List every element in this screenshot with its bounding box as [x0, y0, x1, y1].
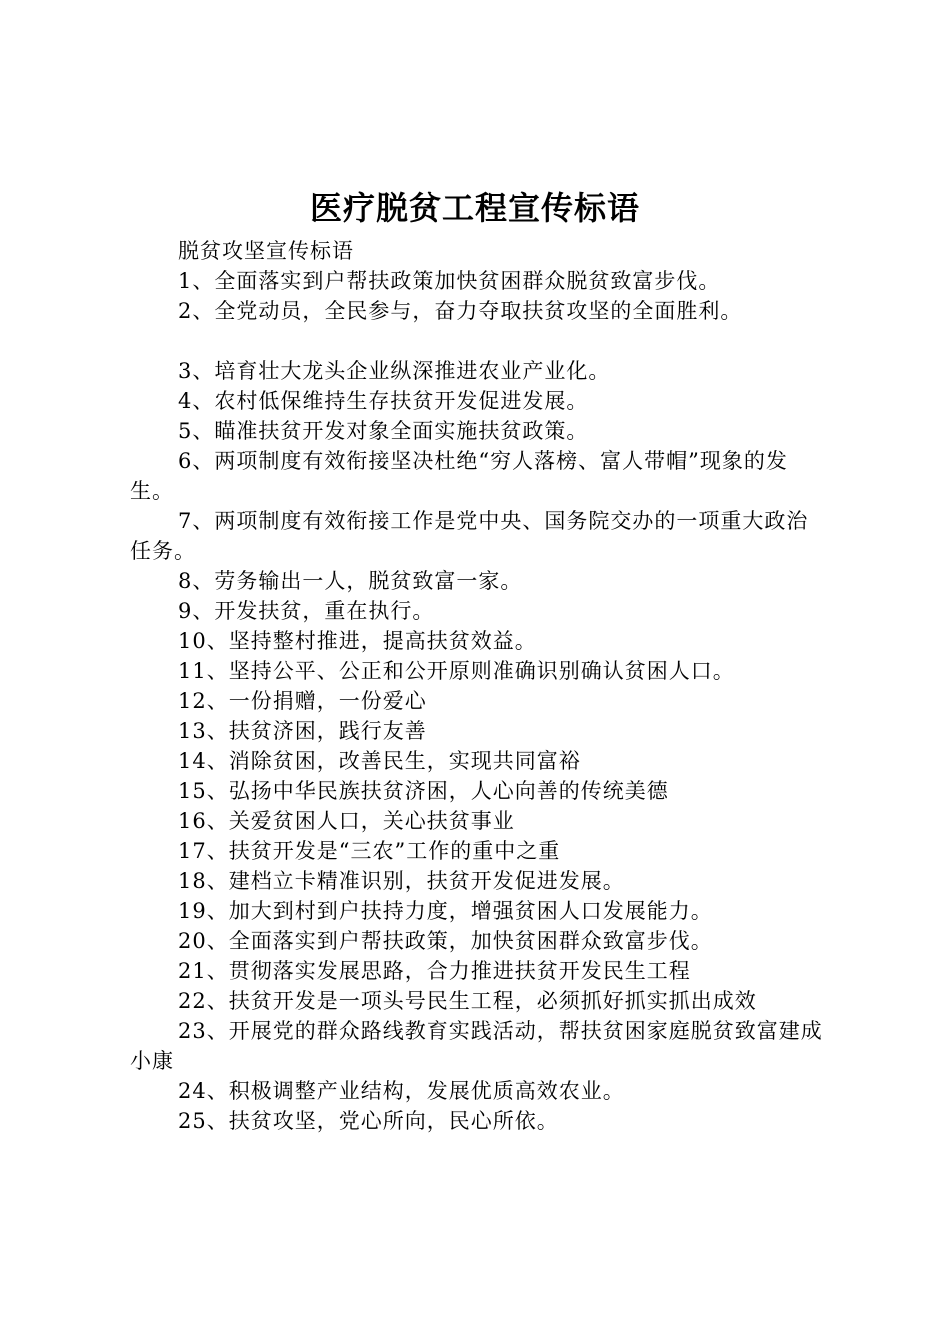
slogan-item: 12、一份捐赠，一份爱心 [178, 689, 427, 713]
slogan-item: 19、加大到村到户扶持力度，增强贫困人口发展能力。 [178, 899, 713, 923]
slogan-item: 14、消除贫困，改善民生，实现共同富裕 [178, 749, 581, 773]
slogan-item: 9、开发扶贫，重在执行。 [178, 599, 435, 623]
slogan-item: 16、关爱贫困人口，关心扶贫事业 [178, 809, 515, 833]
slogan-item: 22、扶贫开发是一项头号民生工程，必须抓好抓实抓出成效 [178, 989, 757, 1013]
slogan-item: 17、扶贫开发是“三农”工作的重中之重 [178, 839, 561, 863]
slogan-item: 8、劳务输出一人，脱贫致富一家。 [178, 569, 523, 593]
document-title: 医疗脱贫工程宣传标语 [309, 189, 640, 227]
slogan-item: 10、坚持整村推进，提高扶贫效益。 [178, 629, 537, 653]
slogan-item: 13、扶贫济困，践行友善 [178, 719, 427, 743]
slogan-item: 1、全面落实到户帮扶政策加快贫困群众脱贫致富步伐。 [178, 269, 721, 293]
paragraph-gap [130, 326, 830, 356]
document-body [130, 236, 830, 1136]
slogan-item: 11、坚持公平、公正和公开原则准确识别确认贫困人口。 [178, 659, 735, 683]
slogan-item: 6、两项制度有效衔接坚决杜绝“穷人落榜、富人带帽”现象的发生。 [130, 449, 788, 503]
slogan-item: 18、建档立卡精准识别，扶贫开发促进发展。 [178, 869, 625, 893]
slogan-item: 24、积极调整产业结构，发展优质高效农业。 [178, 1079, 625, 1103]
slogan-item: 2、全党动员，全民参与，奋力夺取扶贫攻坚的全面胜利。 [178, 299, 743, 323]
slogan-item: 21、贯彻落实发展思路，合力推进扶贫开发民生工程 [178, 959, 691, 983]
slogan-item: 20、全面落实到户帮扶政策，加快贫困群众致富步伐。 [178, 929, 713, 953]
document-subtitle: 脱贫攻坚宣传标语 [178, 239, 354, 263]
slogan-item: 5、瞄准扶贫开发对象全面实施扶贫政策。 [178, 419, 589, 443]
slogan-item: 25、扶贫攻坚，党心所向，民心所依。 [178, 1109, 559, 1133]
slogan-item: 7、两项制度有效衔接工作是党中央、国务院交办的一项重大政治任务。 [130, 509, 809, 563]
slogan-item: 23、开展党的群众路线教育实践活动，帮扶贫困家庭脱贫致富建成小康 [130, 1019, 823, 1073]
slogan-item: 15、弘扬中华民族扶贫济困，人心向善的传统美德 [178, 779, 669, 803]
slogan-item: 4、农村低保维持生存扶贫开发促进发展。 [178, 389, 589, 413]
slogan-item: 3、培育壮大龙头企业纵深推进农业产业化。 [178, 359, 611, 383]
